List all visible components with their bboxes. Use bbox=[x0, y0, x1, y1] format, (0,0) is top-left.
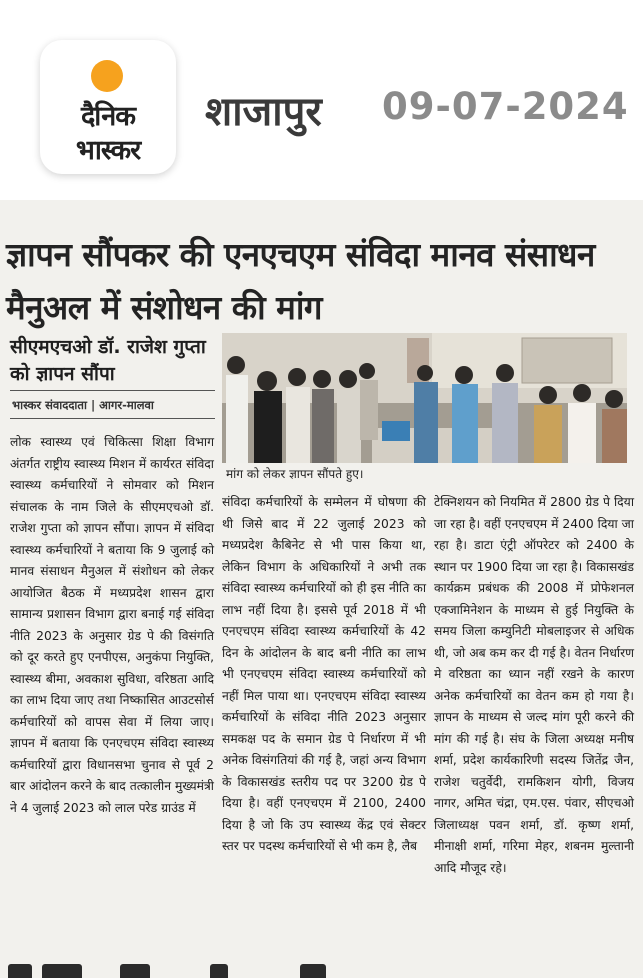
article-column-3 bbox=[434, 492, 634, 879]
article-byline: भास्कर संवाददाता | आगर-मालवा bbox=[12, 398, 154, 412]
column-3-text: टेक्निशयन को नियमित में 2800 ग्रेड पे दिया जा रहा है। वहीं एनएचएम में 2400 दिया जा रहा है। डाटा एंट्री ऑपरेटर को 2400 के स्थान पर 1900 दिया जा रहा है। विकासखंड कार्यक्रम प्रबंधक की 2008 में प्रोफेशनल एक्जामिनेशन के माध्यम से हुई नियुक्ति के समय जिला कम्युनिटी मोबलाइजर से अधिक थी, जो अब कम कर दी गई है। वेतन निर्धारण मे वरिष्ठता का ध्यान नहीं रखने के कारण अनेक कर्मचारियों का वेतन कम हो गया है। ज्ञापन के माध्यम से जल्द मांग पूरी करने की मांग की गई है। संघ के जिला अध्यक्ष मनीष शर्मा, प्रदेश कार्यकारिणी सदस्य जितेंद्र जैन, राजेश चतुर्वेदी, रामकिशन योगी, विजय नागर, अमित चंद्रा, एम.एस. पंवार, सीएचओ जिलाध्यक्ष पवन शर्मा, डॉ. कृष्ण शर्मा, मीनाक्षी शर्मा, गरिमा मेहर, शबनम मुल्तानी आदि मौजूद रहे। bbox=[434, 495, 634, 875]
news-photo bbox=[222, 333, 627, 463]
logo-line-2: भास्कर bbox=[75, 135, 141, 166]
logo-line-1: दैनिक bbox=[80, 101, 136, 132]
divider bbox=[10, 418, 215, 419]
dainik-bhaskar-logo bbox=[40, 40, 176, 174]
photo-caption: मांग को लेकर ज्ञापन सौंपते हुए। bbox=[222, 463, 627, 485]
article-column-2 bbox=[222, 492, 426, 858]
article-column-1 bbox=[10, 432, 214, 819]
share-header bbox=[0, 0, 643, 200]
column-1-text: लोक स्वास्थ्य एवं चिकित्सा शिक्षा विभाग अंतर्गत राष्ट्रीय स्वास्थ्य मिशन में कार्यरत संविदा स्वास्थ्य कर्मचारियों ने सोमवार को मिशन संचालक के नाम जिले के सीएमएचओ डॉ. राजेश गुप्ता को ज्ञापन सौंपा। ज्ञापन में संविदा स्वास्थ्य कर्मचारियों ने बताया कि 9 जुलाई को मानव संसाधन मैनुअल में संशोधन को लेकर आयोजित बैठक में मध्यप्रदेश शासन द्वारा सामान्य प्रशासन विभाग द्वारा बनाई गई संविदा नीति 2023 के अनुसार ग्रेड पे की विसंगति को दूर करते हुए एनपीएस, अनुकंपा नियुक्ति, स्वास्थ्य बीमा, अवकाश सुविधा, वरिष्ठता आदि का लाभ दिया जाए तथा निष्कासित आउटसोर्स कर्मचारियों को वापस सेवा में लिया जाए। ज्ञापन में बताया कि एनएचएम संविदा स्वास्थ्य कर्मचारियों द्वारा विधानसभा चुनाव से पूर्व 2 बार आंदोलन करने के बाद तत्कालीन मुख्यमंत्री ने 4 जुलाई 2023 को लाल परेड ग्राउंड में bbox=[10, 435, 214, 815]
edition-date: 09-07-2024 bbox=[382, 85, 629, 128]
group-photo-illustration bbox=[222, 333, 627, 463]
article-headline: ज्ञापन सौंपकर की एनएचएम संविदा मानव संसाधन मैनुअल में संशोधन की मांग bbox=[6, 235, 595, 327]
next-article-cutoff bbox=[0, 964, 643, 978]
city-name: शाजापुर bbox=[205, 89, 322, 135]
article-subheadline: सीएमएचओ डॉ. राजेश गुप्ता को ज्ञापन सौंपा bbox=[10, 336, 206, 385]
divider bbox=[10, 390, 215, 391]
column-2-text: संविदा कर्मचारियों के सम्मेलन में घोषणा की थी जिसे बाद में 22 जुलाई 2023 को मध्यप्रदेश कैबिनेट से भी पास किया था, लेकिन विभाग के अधिकारियों ने अभी तक संविदा स्वास्थ्य कर्मचारियों को ही इस नीति का लाभ नहीं दिया है। इससे पूर्व 2018 में भी एनएचएम संविदा स्वास्थ्य कर्मचारियों के 42 दिन के आंदोलन के बाद बनी नीति का लाभ भी एनएचएम संविदा स्वास्थ्य कर्मचारियों को नहीं मिल पाया था। एनएचएम संविदा स्वास्थ्य कर्मचारियों के संविदा नीति 2023 अनुसार समकक्ष पद के समान ग्रेड पे निर्धारण में भी अनेक विसंगतियां की गई है, जहां अन्य विभाग के विकासखंड स्तरीय पद पर 3200 ग्रेड पे दिया है। वहीं एनएचएम में 2100, 2400 दिया है जो कि उप स्वास्थ्य केंद्र एवं सेक्टर स्तर पर पदस्थ कर्मचारियों से भी कम है, लैब bbox=[222, 495, 426, 853]
sun-icon bbox=[91, 60, 123, 92]
